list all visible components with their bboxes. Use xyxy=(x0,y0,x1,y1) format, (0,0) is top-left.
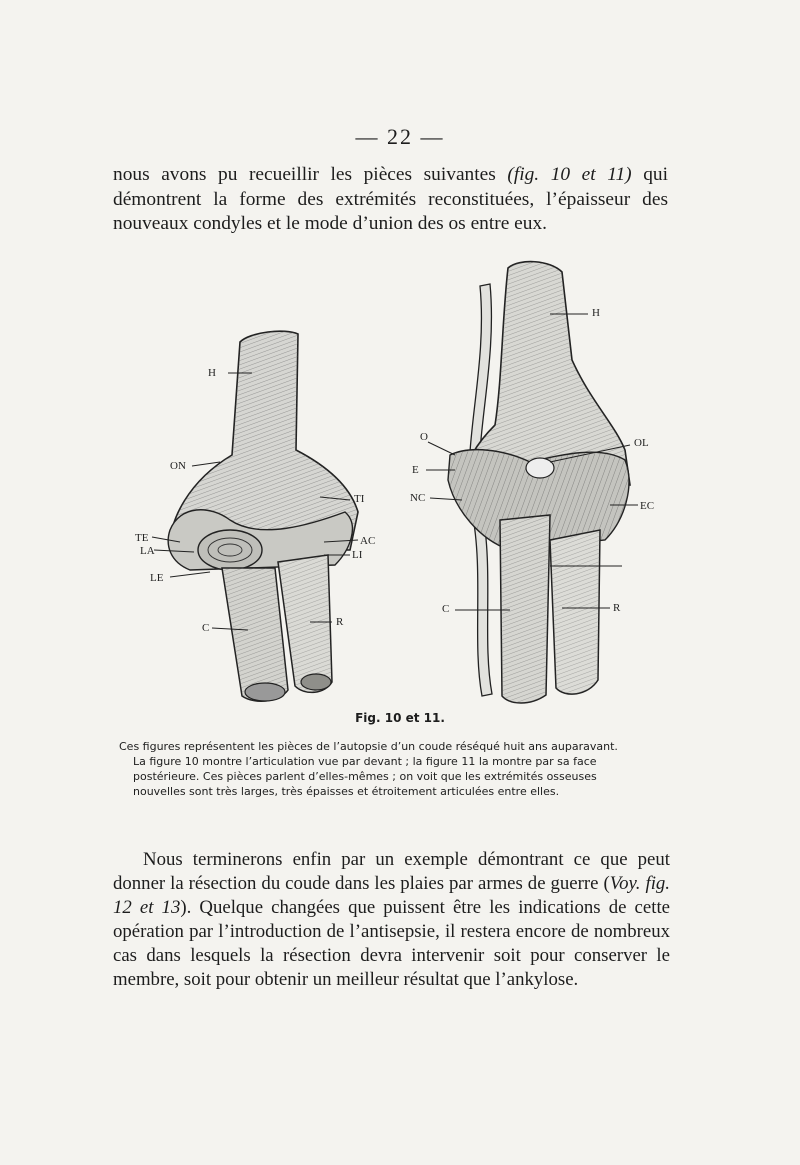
elbow-illustration xyxy=(110,250,670,710)
label-left-ac: AC xyxy=(360,535,376,547)
body-paragraph xyxy=(113,848,670,992)
label-right-ec: EC xyxy=(640,500,655,512)
caption-line-2: La figure 10 montre l’articulation vue par devant ; la figure 11 la montre par sa face xyxy=(133,755,597,768)
label-left-la: LA xyxy=(140,545,155,557)
body-text-2: ). Quelque changées que puissent être les indications de cette opération par l’introduction de l’antisepsie, il restera encore de nombreux cas dans lesquels la résection devra intervenir soit pour conserver le membre, soit pour obtenir un meilleur résultat que l’ankylose. xyxy=(113,897,670,990)
caption-line-1: Ces figures représentent les pièces de l’autopsie d’un coude réséqué huit ans auparavant. xyxy=(119,740,618,753)
body-figure-reference: Voy. fig. 12 et 13 xyxy=(113,873,670,918)
label-right-h: H xyxy=(592,307,600,319)
intro-text-1: nous avons pu recueillir les pièces suivantes xyxy=(113,164,508,185)
label-right-e: E xyxy=(412,464,419,476)
intro-paragraph xyxy=(113,163,668,237)
label-left-ti: TI xyxy=(354,493,365,505)
figure-title: Fig. 10 et 11. xyxy=(355,711,445,725)
label-right-c: C xyxy=(442,603,450,615)
page-number: — 22 — xyxy=(355,124,445,149)
label-left-le: LE xyxy=(150,572,164,584)
caption-line-3: postérieure. Ces pièces parlent d’elles-mêmes ; on voit que les extrémités osseuses xyxy=(133,770,597,783)
label-left-h: H xyxy=(208,367,216,379)
body-text-1: Nous terminerons enfin par un exemple démontrant ce que peut donner la résection du coude dans les plaies par armes de guerre ( xyxy=(113,849,670,894)
figure-caption xyxy=(119,739,674,799)
label-left-te: TE xyxy=(135,532,149,544)
intro-figure-reference: (fig. 10 et 11) xyxy=(507,164,632,185)
label-left-li: LI xyxy=(352,549,363,561)
label-left-on: ON xyxy=(170,460,186,472)
figure-11-posterior-view xyxy=(426,262,638,703)
figure-10-anterior-view xyxy=(152,331,358,701)
label-right-o: O xyxy=(420,431,428,443)
label-right-ol: OL xyxy=(634,437,649,449)
label-left-r: R xyxy=(336,616,344,628)
intro-text-2: qui démontrent la forme des extrémités reconstituées, l’épaisseur des nouveaux condyles et le mode d’union des os entre eux. xyxy=(113,164,668,234)
label-right-r: R xyxy=(613,602,621,614)
caption-line-4: nouvelles sont très larges, très épaisses et étroitement articulées entre elles. xyxy=(133,785,560,798)
label-left-c: C xyxy=(202,622,210,634)
label-right-nc: NC xyxy=(410,492,426,504)
